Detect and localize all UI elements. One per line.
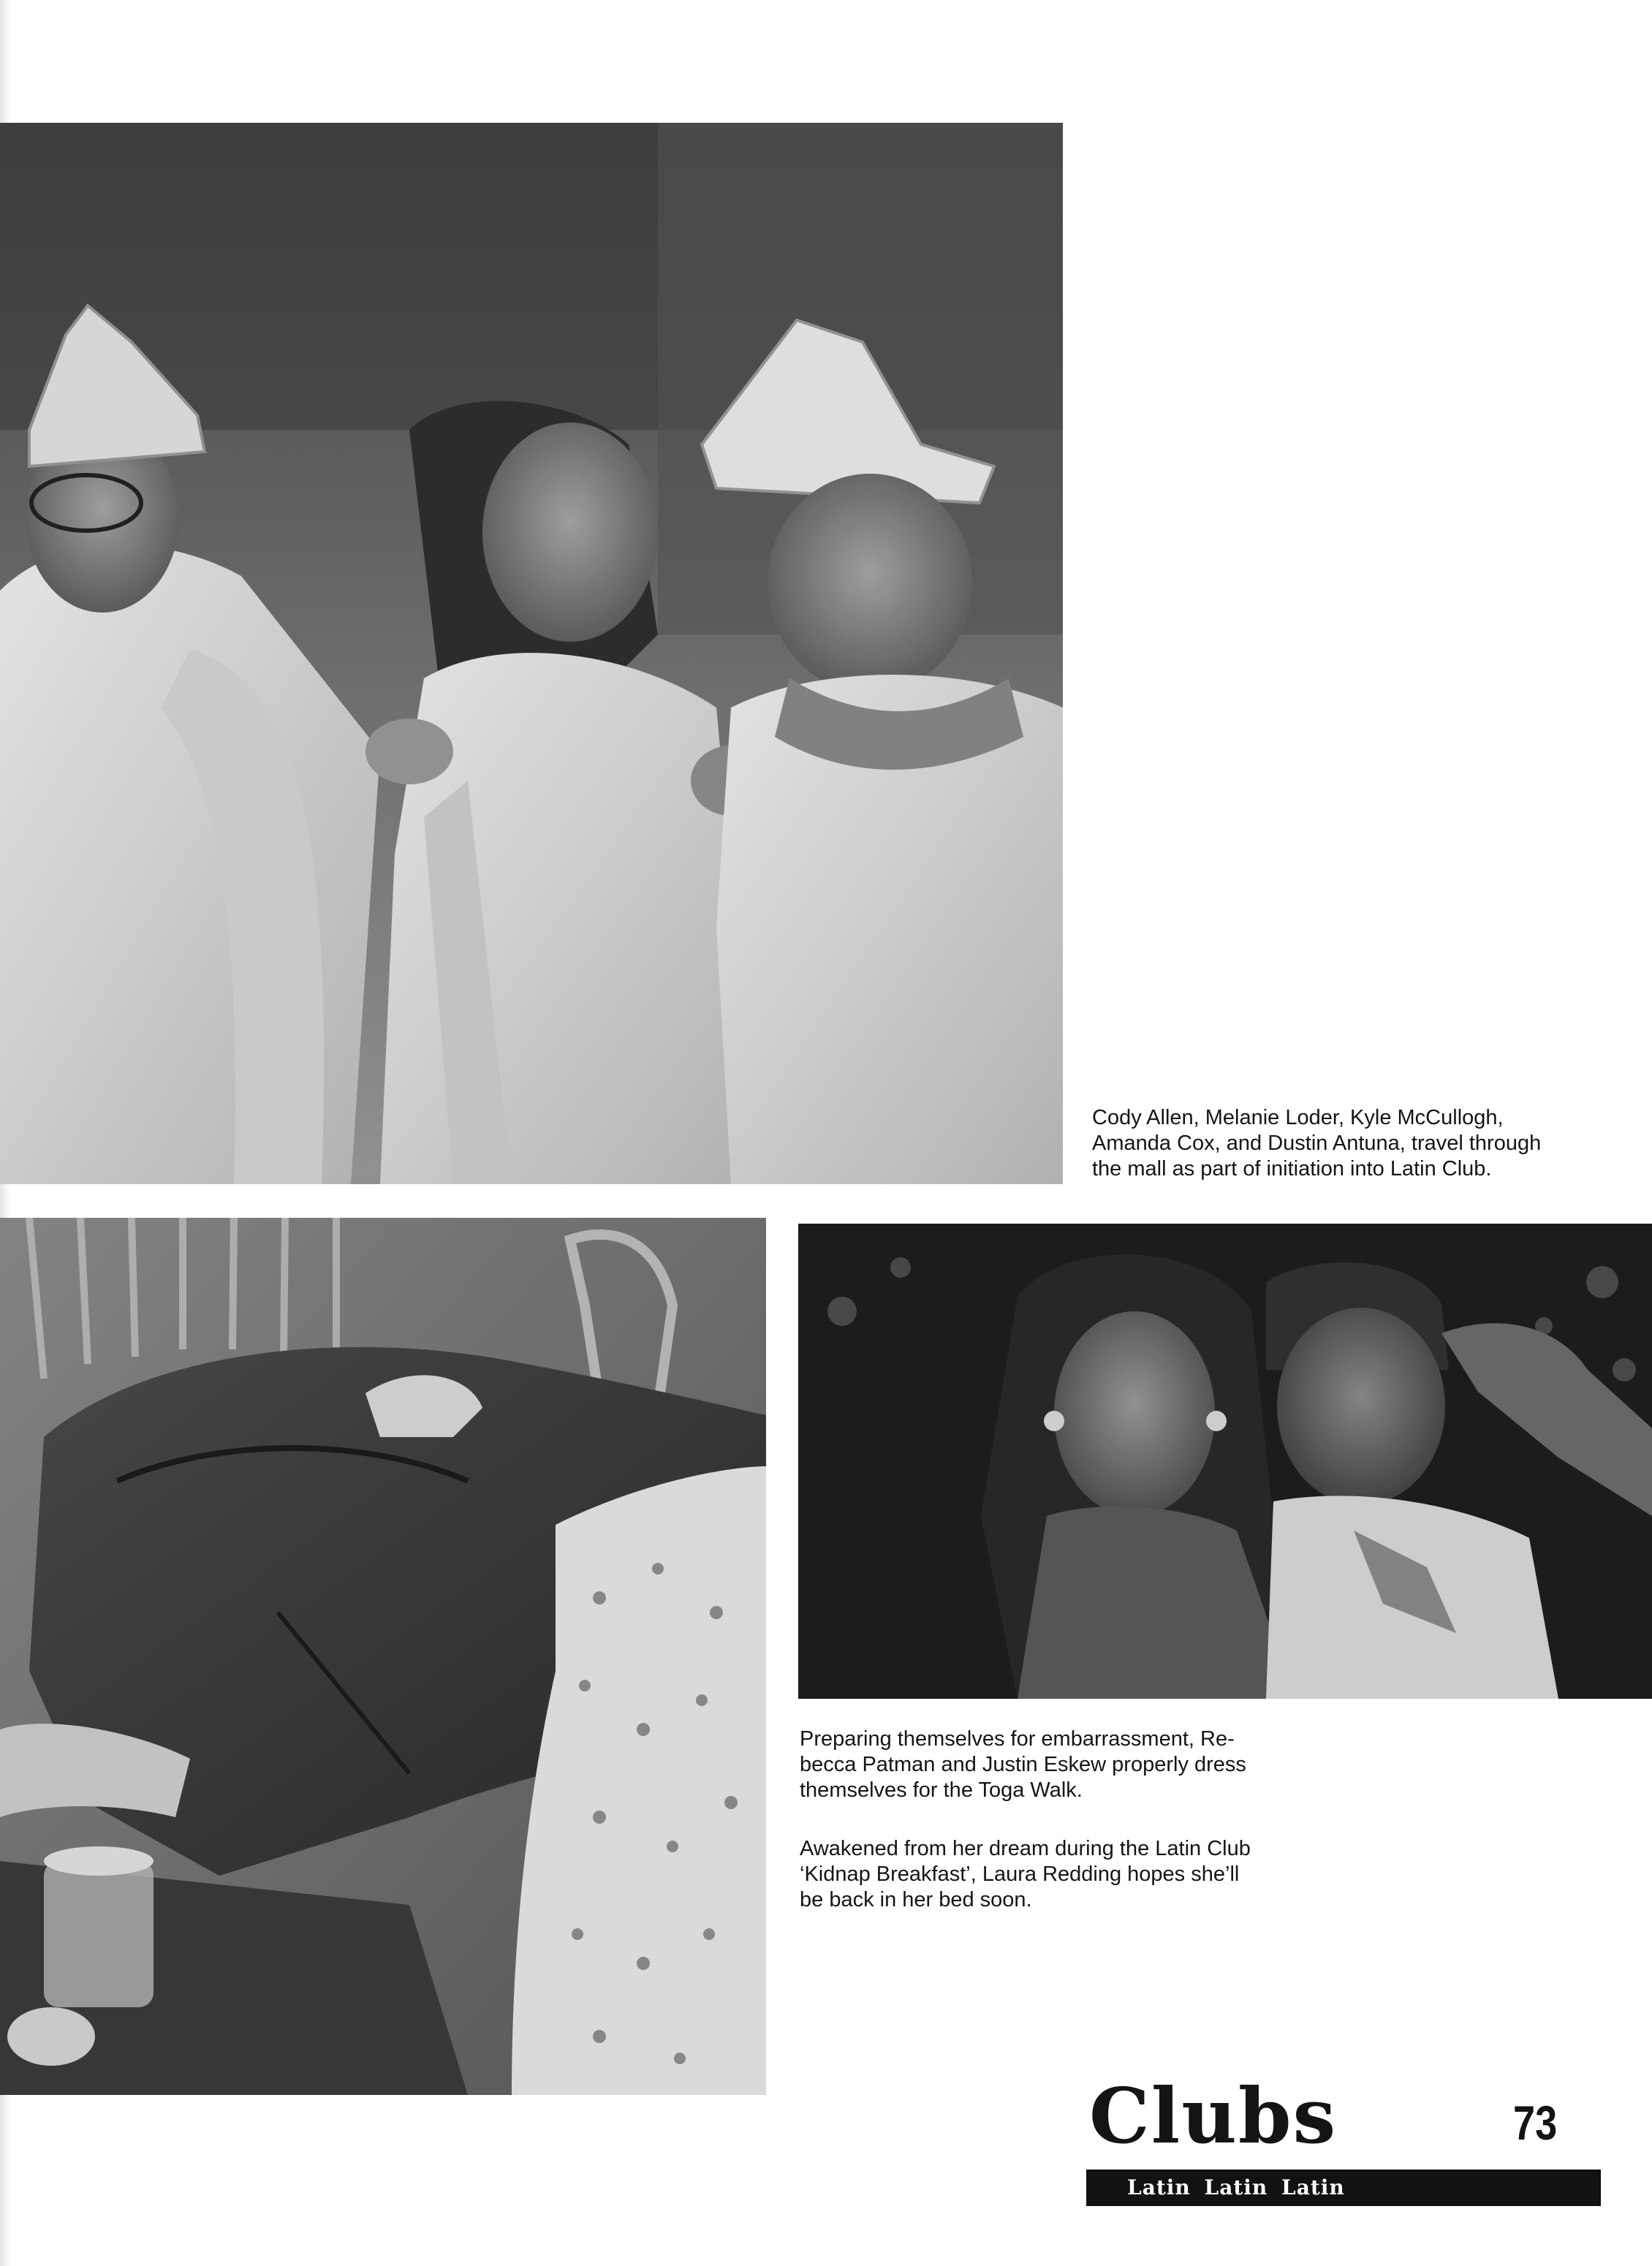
photo-kidnap-breakfast xyxy=(0,1218,766,2095)
caption-line: Awakened from her dream during the Latin Club xyxy=(800,1837,1251,1860)
caption-line: themselves for the Toga Walk. xyxy=(800,1778,1083,1802)
photo-toga-walk-group xyxy=(0,123,1063,1184)
caption-line: Cody Allen, Melanie Loder, Kyle McCullogh, xyxy=(1092,1106,1504,1129)
caption-line: Amanda Cox, and Dustin Antuna, travel through xyxy=(1092,1132,1542,1155)
photo-kidnap-breakfast-image xyxy=(0,1218,766,2095)
section-subtitle: Latin Latin Latin xyxy=(1127,2175,1345,2199)
caption-line: Preparing themselves for embarrassment, Re- xyxy=(800,1727,1235,1751)
section-title: Clubs xyxy=(1089,2071,1338,2161)
photo-toga-walk-group-image xyxy=(0,123,1063,1184)
caption-line: the mall as part of initiation into Latin Club. xyxy=(1092,1157,1492,1181)
caption-line: ‘Kidnap Breakfast’, Laura Redding hopes she’ll xyxy=(800,1863,1240,1886)
page-number: 73 xyxy=(1513,2096,1558,2150)
caption-toga-walk-pair xyxy=(800,1727,1311,1803)
section-bar xyxy=(1086,2170,1601,2206)
caption-toga-walk-group xyxy=(1092,1105,1604,1182)
photo-toga-walk-pair xyxy=(798,1224,1652,1699)
caption-kidnap-breakfast xyxy=(800,1836,1311,1913)
caption-line: be back in her bed soon. xyxy=(800,1888,1032,1911)
caption-line: becca Patman and Justin Eskew properly dress xyxy=(800,1753,1246,1776)
photo-toga-walk-pair-image xyxy=(798,1224,1652,1699)
